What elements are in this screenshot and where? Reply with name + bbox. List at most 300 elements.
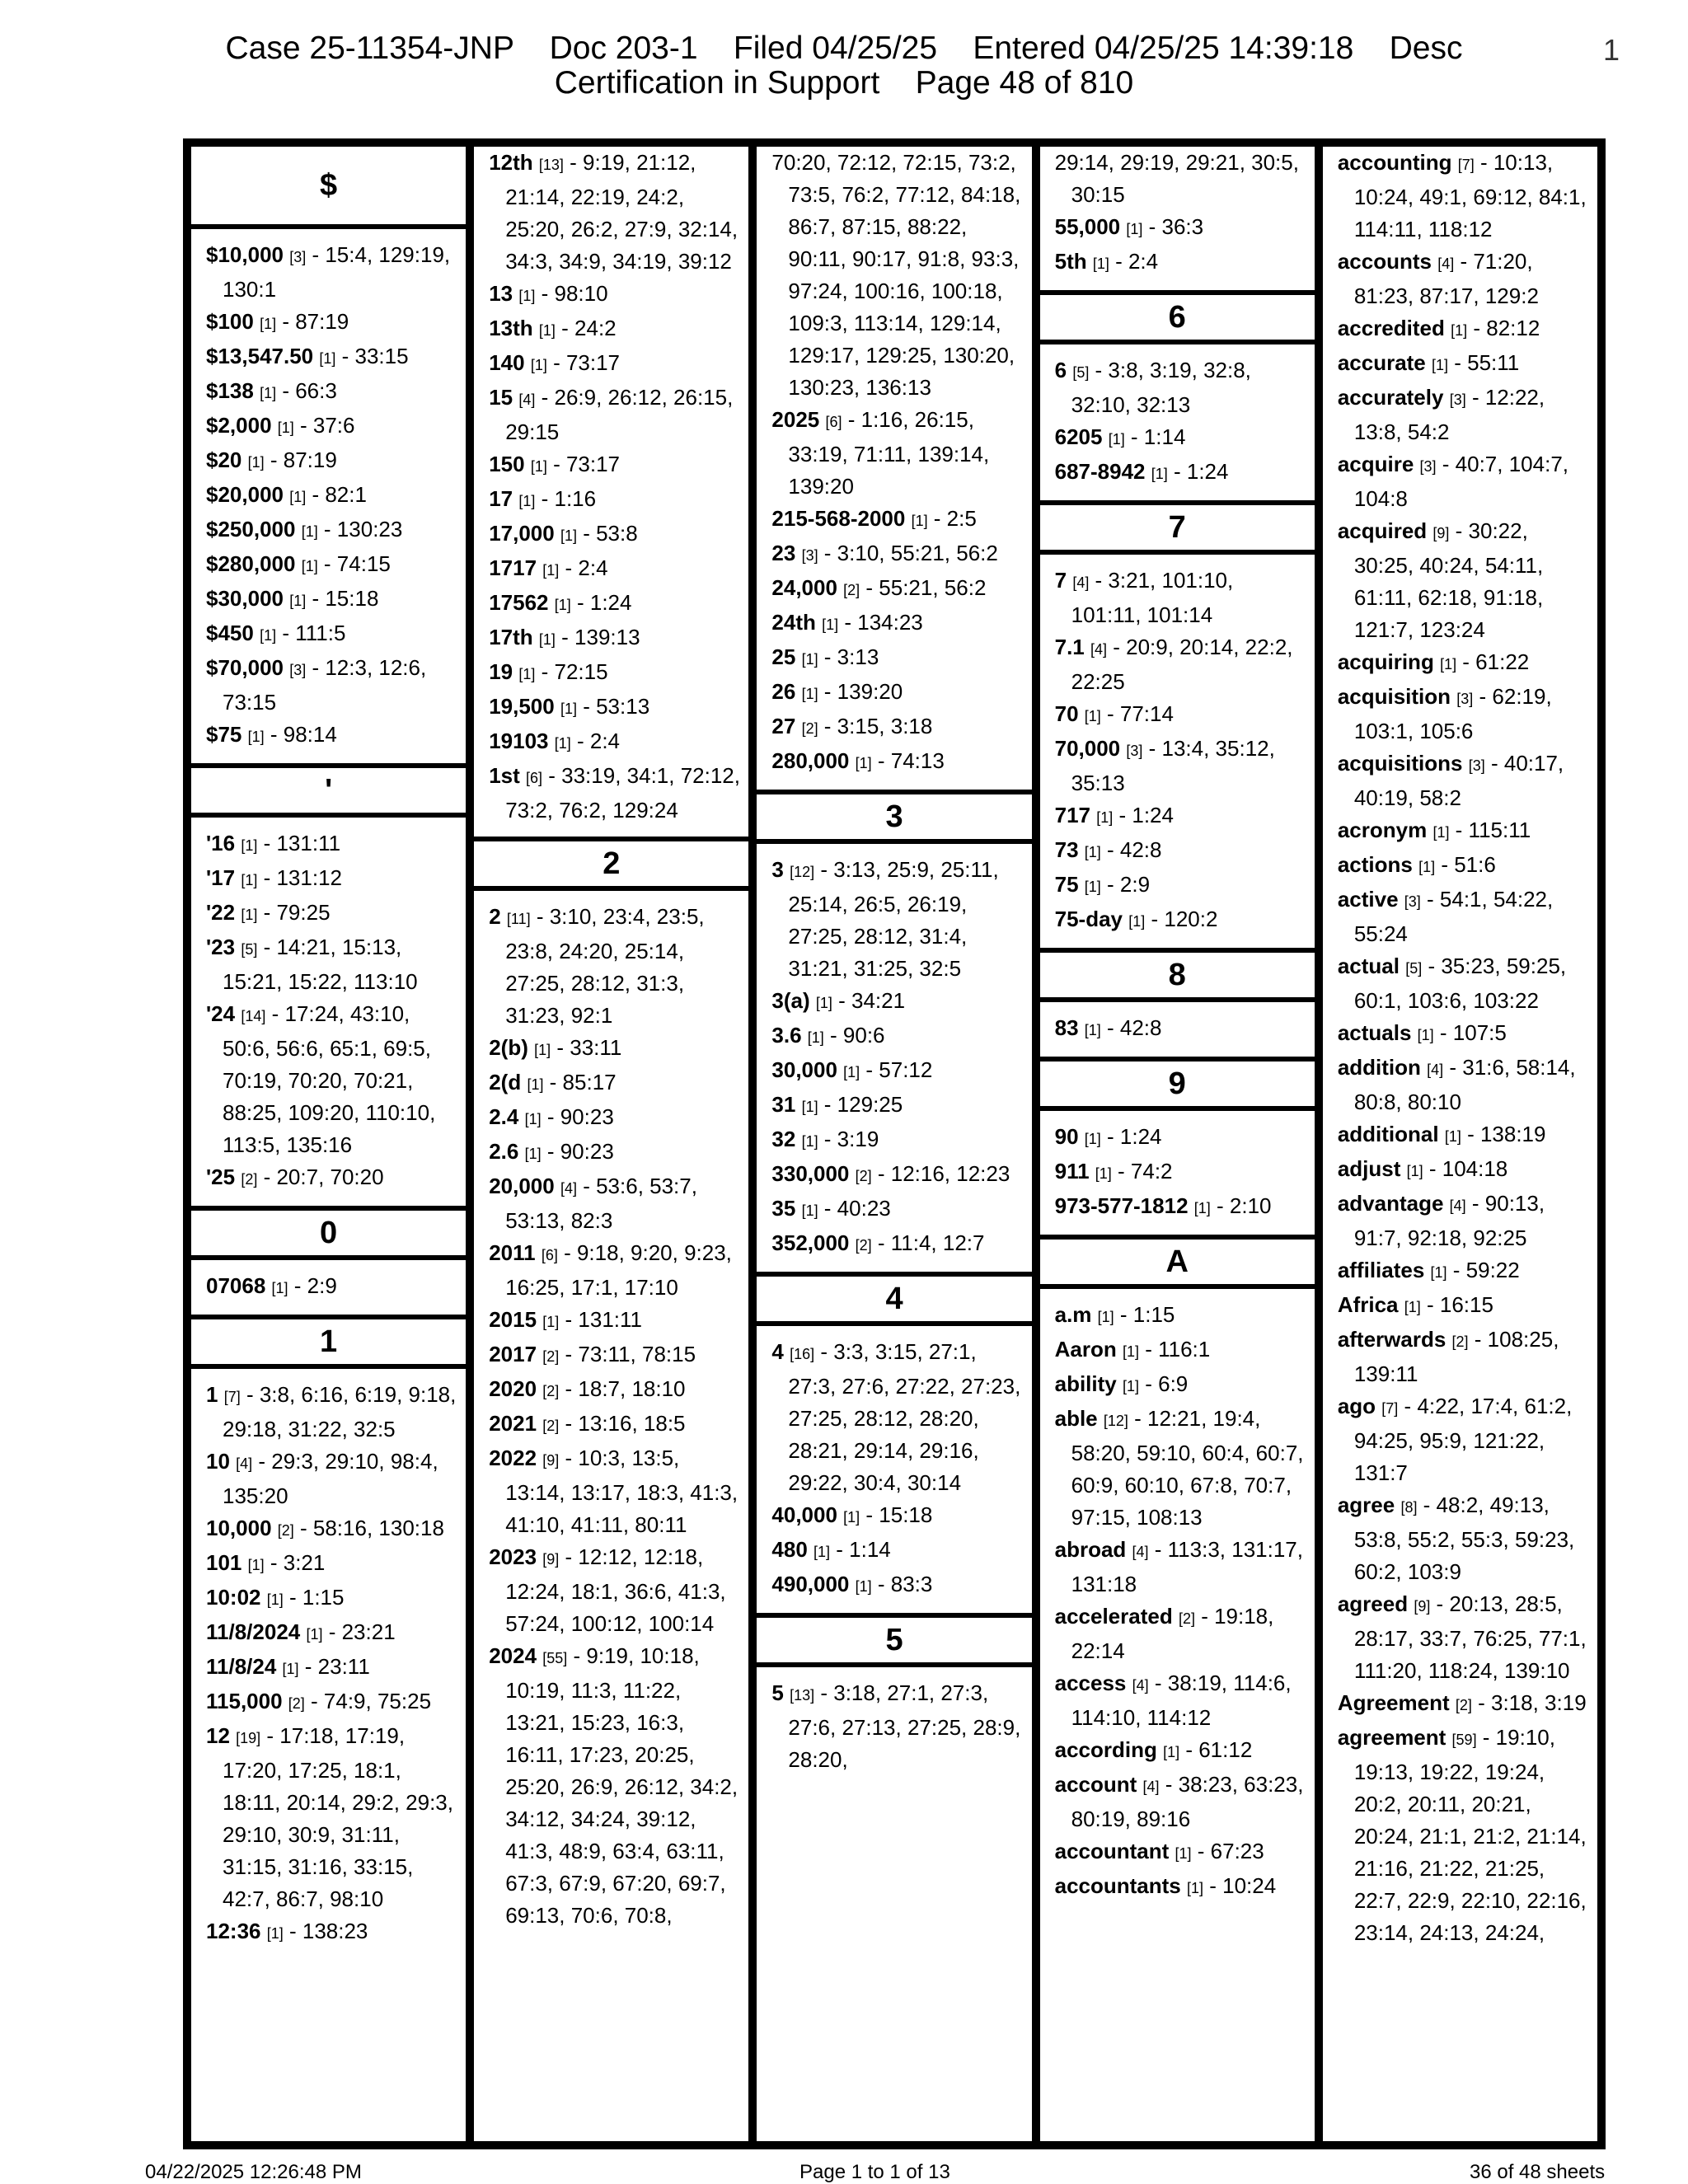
entry-references: - 35:23, 59:25, 60:1, 103:6, 103:22: [1353, 954, 1567, 1013]
entry-references: - 130:23: [317, 517, 403, 541]
entry-references: - 20:7, 70:20: [257, 1165, 384, 1189]
entry-references: - 40:7, 104:7, 104:8: [1353, 452, 1569, 511]
entry-references: - 111:5: [276, 621, 346, 645]
entry-count: [9]: [542, 1452, 560, 1469]
footer-page-range: Page 1 to 1 of 13: [799, 2161, 950, 2183]
index-entry: [1040, 1368, 1315, 1403]
entry-references: - 1:15: [283, 1585, 345, 1610]
index-entry: [191, 1720, 466, 1915]
entry-word: 1st: [489, 763, 520, 788]
entry-word: 150: [489, 452, 525, 476]
index-entry: [1040, 421, 1315, 456]
index-entry: [757, 854, 1031, 985]
index-entry: [474, 1032, 748, 1066]
page-header: [0, 31, 1688, 101]
index-entry: [1040, 631, 1315, 698]
entry-references: - 115:11: [1449, 818, 1531, 842]
entry-word: 10,000: [206, 1516, 272, 1540]
entry-count: [3]: [289, 249, 307, 265]
entry-word: able: [1054, 1406, 1098, 1431]
entry-references: - 10:24: [1203, 1873, 1277, 1898]
entry-word: accredited: [1337, 316, 1445, 340]
index-entry: [1323, 1052, 1597, 1118]
section-letter-header: 3: [757, 790, 1031, 844]
index-entry: [474, 1442, 748, 1541]
entry-count: [1]: [241, 907, 258, 923]
entry-references: - 3:8, 6:16, 6:19, 9:18, 29:18, 31:22, 32:5: [223, 1382, 457, 1441]
entry-references: 70:20, 72:12, 72:15, 73:2, 73:5, 76:2, 77:12, 84:18, 86:7, 87:15, 88:22, 90:11, 90:17, 91:8, 93:3, 97:24, 100:16, 100:18, 109:3, 113:14, 129:14, 129:17, 129:25, 130:20, 130:23, 136:13: [771, 150, 1021, 400]
entry-references: - 2:9: [288, 1273, 337, 1298]
entry-count: [6]: [541, 1247, 558, 1263]
entry-word: abroad: [1054, 1537, 1127, 1562]
entry-word: 6205: [1054, 424, 1103, 449]
entry-references: - 34:21: [832, 988, 906, 1013]
section-letter-header: 2: [474, 837, 748, 891]
entry-count: [1]: [1108, 431, 1125, 448]
index-entry: [191, 444, 466, 479]
entry-count: [1]: [282, 1661, 299, 1677]
index-entry: [474, 1373, 748, 1408]
entry-word: 40,000: [771, 1502, 837, 1527]
index-entry: [474, 448, 748, 483]
index-entry: [474, 278, 748, 312]
entry-word: afterwards: [1337, 1327, 1447, 1352]
entry-word: 10: [206, 1449, 230, 1474]
index-entry: [757, 1054, 1031, 1089]
entry-count: [14]: [241, 1008, 266, 1024]
entry-references: - 1:24: [1100, 1124, 1162, 1149]
entry-count: [1]: [1432, 824, 1450, 841]
entry-word: 12:36: [206, 1919, 261, 1943]
entry-count: [4]: [560, 1180, 577, 1197]
entry-count: [1]: [1175, 1845, 1192, 1862]
entry-references: - 90:23: [541, 1104, 614, 1129]
entry-word: $20: [206, 448, 242, 472]
index-entry: [191, 410, 466, 444]
index-entry: [1323, 1687, 1597, 1722]
index-entry: [474, 147, 748, 278]
section-letter-header: 7: [1040, 500, 1315, 555]
index-entry: [1040, 354, 1315, 421]
entry-count: [5]: [1405, 960, 1423, 977]
entry-word: actions: [1337, 852, 1413, 877]
index-entry: [1323, 1289, 1597, 1324]
entry-references: - 104:18: [1423, 1156, 1508, 1181]
entry-word: 15: [489, 385, 513, 410]
index-entry: [191, 1582, 466, 1616]
entry-references: - 131:11: [559, 1307, 642, 1332]
entry-word: 32: [771, 1127, 796, 1151]
entry-word: acquisitions: [1337, 751, 1463, 776]
entry-word: '25: [206, 1165, 236, 1189]
entry-references: - 15:18: [306, 586, 379, 611]
entry-count: [2]: [1178, 1610, 1195, 1627]
index-entry: [191, 1651, 466, 1685]
index-entry: [474, 347, 748, 382]
index-entry: [474, 312, 748, 347]
entry-count: [5]: [1072, 364, 1090, 381]
entry-word: 2(b): [489, 1035, 528, 1060]
entry-references: - 82:12: [1467, 316, 1540, 340]
entry-references: - 77:14: [1100, 701, 1174, 726]
entry-count: [11]: [506, 911, 531, 927]
entry-word: 30,000: [771, 1057, 837, 1082]
entry-word: '23: [206, 935, 236, 959]
index-entry: [1040, 456, 1315, 490]
entry-references: - 3:21: [264, 1550, 326, 1575]
entry-word: 687-8942: [1054, 459, 1146, 484]
entry-word: 10:02: [206, 1585, 261, 1610]
section-letter-header: 5: [757, 1613, 1031, 1667]
index-entry: [757, 1499, 1031, 1534]
entry-references: - 18:7, 18:10: [559, 1376, 686, 1401]
entry-count: [12]: [1103, 1413, 1128, 1429]
index-entry: [1323, 246, 1597, 312]
index-entry: [1323, 883, 1597, 950]
entry-count: [1]: [289, 489, 307, 505]
entry-references: - 55:11: [1448, 350, 1520, 375]
entry-word: 73: [1054, 837, 1079, 862]
entry-word: $10,000: [206, 242, 284, 267]
index-entry: [1323, 681, 1597, 748]
entry-count: [2]: [542, 1418, 560, 1434]
entry-count: [1]: [1084, 708, 1101, 724]
index-entry: [1323, 1324, 1597, 1390]
entry-count: [1]: [801, 651, 818, 668]
entry-references: - 54:1, 54:22, 55:24: [1353, 887, 1554, 946]
entry-count: [3]: [289, 662, 307, 678]
index-entry: [191, 1270, 466, 1305]
index-entry: [474, 483, 748, 518]
entry-word: acquire: [1337, 452, 1414, 476]
entry-references: - 61:12: [1179, 1737, 1253, 1762]
entry-references: - 3:8, 3:19, 32:8, 32:10, 32:13: [1071, 358, 1251, 417]
entry-count: [3]: [1468, 757, 1485, 774]
entry-word: 7: [1054, 568, 1067, 593]
entry-count: [1]: [524, 1146, 542, 1162]
entry-count: [1]: [241, 837, 258, 854]
entry-references: - 72:15: [535, 659, 608, 684]
entry-count: [2]: [277, 1522, 294, 1539]
entry-references: - 17:18, 17:19, 17:20, 17:25, 18:1, 18:11, 20:14, 29:2, 29:3, 29:10, 30:9, 31:11, 31:15, 31:16, 33:15, 42:7, 86:7, 98:10: [223, 1723, 453, 1911]
entry-references: - 11:4, 12:7: [871, 1230, 985, 1255]
entry-count: [1]: [260, 385, 277, 401]
entry-references: 29:14, 29:19, 29:21, 30:5, 30:15: [1054, 150, 1299, 207]
entry-word: 75-day: [1054, 907, 1123, 931]
entry-references: - 12:21, 19:4, 58:20, 59:10, 60:4, 60:7, 60:9, 60:10, 67:8, 70:7, 97:15, 108:13: [1071, 1406, 1304, 1530]
entry-references: - 1:15: [1114, 1302, 1175, 1327]
index-entry: [1040, 834, 1315, 869]
index-entry: [1323, 1489, 1597, 1588]
entry-word: active: [1337, 887, 1399, 912]
entry-count: [9]: [542, 1551, 560, 1568]
entry-count: [1]: [518, 288, 536, 304]
index-entry: [191, 1547, 466, 1582]
entry-references: - 71:20, 81:23, 87:17, 129:2: [1353, 249, 1539, 308]
case-caption-line: Case 25-11354-JNP Doc 203-1 Filed 04/25/25 Entered 04/25/25 14:39:18 Desc: [225, 30, 1463, 66]
entry-count: [1]: [560, 527, 577, 544]
section-letter-header: $: [191, 147, 466, 229]
entry-references: - 90:23: [541, 1139, 614, 1164]
index-entry: [1040, 1870, 1315, 1905]
entry-count: [7]: [1381, 1400, 1399, 1417]
index-entry: [191, 998, 466, 1161]
entry-word: 27: [771, 714, 796, 738]
entry-references: - 107:5: [1433, 1020, 1507, 1045]
entry-word: 07068: [206, 1273, 266, 1298]
entry-word: according: [1054, 1737, 1157, 1762]
entry-word: 480: [771, 1537, 808, 1562]
index-entry: [474, 1066, 748, 1101]
entry-word: 11/8/24: [206, 1654, 277, 1679]
entry-references: - 12:22, 13:8, 54:2: [1353, 385, 1545, 444]
entry-references: - 9:18, 9:20, 9:23, 16:25, 17:1, 17:10: [505, 1240, 732, 1300]
index-entry: [191, 548, 466, 583]
entry-references: - 13:16, 18:5: [559, 1411, 686, 1436]
entry-word: '17: [206, 865, 236, 890]
entry-references: - 48:2, 49:13, 53:8, 55:2, 55:3, 59:23, 60:2, 103:9: [1353, 1493, 1575, 1584]
entry-count: [1]: [1092, 255, 1109, 272]
entry-count: [2]: [1451, 1333, 1469, 1350]
entry-count: [1]: [1096, 809, 1114, 826]
entry-references: - 87:19: [264, 448, 337, 472]
section-letter-header: ': [191, 763, 466, 818]
index-entry: [757, 745, 1031, 780]
entry-references: - 20:9, 20:14, 22:2, 22:25: [1071, 635, 1293, 694]
entry-count: [1]: [266, 1591, 284, 1608]
entry-word: 24th: [771, 610, 816, 635]
index-entry: [757, 1123, 1031, 1158]
index-entry: [1040, 1190, 1315, 1225]
entry-word: 83: [1054, 1015, 1079, 1040]
entry-references: - 53:13: [576, 694, 650, 719]
entry-word: 5: [771, 1680, 784, 1705]
entry-word: 12: [206, 1723, 230, 1748]
entry-references: - 10:13, 10:24, 49:1, 69:12, 84:1, 114:11, 118:12: [1353, 150, 1587, 241]
entry-word: 101: [206, 1550, 242, 1575]
entry-count: [1]: [855, 755, 872, 771]
index-entry: [1040, 1121, 1315, 1155]
index-entry: [1040, 1333, 1315, 1368]
entry-word: 31: [771, 1092, 796, 1117]
index-entry: [1323, 347, 1597, 382]
entry-references: - 131:11: [257, 831, 341, 855]
index-column: [474, 147, 757, 2141]
index-entry: [191, 897, 466, 931]
index-entry: [1323, 1153, 1597, 1188]
entry-word: 215-568-2000: [771, 506, 906, 531]
entry-count: [1]: [538, 322, 556, 339]
entry-word: actual: [1337, 954, 1400, 978]
entry-references: - 3:21, 101:10, 101:11, 101:14: [1071, 568, 1234, 627]
footer-timestamp: 04/22/2025 12:26:48 PM: [145, 2161, 362, 2183]
entry-count: [1]: [527, 1076, 544, 1093]
entry-count: [1]: [1404, 1299, 1421, 1315]
index-entry: [1040, 1299, 1315, 1333]
entry-count: [1]: [524, 1111, 542, 1127]
index-entry: [1323, 814, 1597, 849]
entry-references: - 73:17: [546, 452, 621, 476]
entry-count: [1]: [247, 454, 265, 471]
entry-count: [1]: [1406, 1163, 1423, 1179]
entry-count: [13]: [790, 1687, 815, 1704]
entry-word: accountants: [1054, 1873, 1181, 1898]
entry-references: - 131:12: [257, 865, 342, 890]
entry-count: [9]: [1414, 1598, 1431, 1615]
entry-references: - 33:11: [551, 1035, 622, 1060]
entry-word: acquired: [1337, 518, 1428, 543]
entry-word: 13th: [489, 316, 533, 340]
index-entry: [757, 985, 1031, 1019]
entry-word: $75: [206, 722, 242, 747]
index-entry: [757, 607, 1031, 641]
entry-word: 19,500: [489, 694, 555, 719]
entry-count: [4]: [1132, 1544, 1149, 1560]
entry-count: [4]: [1142, 1779, 1160, 1795]
entry-references: - 2:4: [1109, 249, 1159, 274]
index-entry: [1323, 312, 1597, 347]
index-entry: [474, 1338, 748, 1373]
entry-word: 6: [1054, 358, 1067, 382]
entry-word: acquiring: [1337, 649, 1434, 674]
index-entry: [757, 676, 1031, 710]
entry-references: - 24:2: [555, 316, 617, 340]
entry-count: [1]: [1095, 1165, 1112, 1182]
index-entry: [1040, 211, 1315, 246]
entry-references: - 3:13, 25:9, 25:11, 25:14, 26:5, 26:19, 27:25, 28:12, 31:4, 31:21, 31:25, 32:5: [788, 857, 999, 981]
entry-references: - 73:17: [546, 350, 621, 375]
entry-count: [1]: [1126, 221, 1143, 237]
index-entry: [1323, 950, 1597, 1017]
entry-word: 2(d: [489, 1070, 522, 1094]
index-entry: [1323, 1390, 1597, 1489]
index-entry: [757, 1089, 1031, 1123]
entry-references: - 73:11, 78:15: [559, 1342, 696, 1366]
entry-count: [1]: [1097, 1309, 1114, 1325]
entry-references: - 98:14: [264, 722, 337, 747]
index-entry: [1040, 1534, 1315, 1601]
index-entry: [1040, 246, 1315, 280]
entry-word: $138: [206, 378, 254, 403]
entry-references: - 61:22: [1456, 649, 1530, 674]
entry-count: [4]: [1072, 574, 1090, 591]
entry-count: [8]: [1400, 1499, 1418, 1516]
entry-references: - 129:25: [818, 1092, 903, 1117]
entry-references: - 51:6: [1435, 852, 1496, 877]
entry-references: - 31:6, 58:14, 80:8, 80:10: [1353, 1055, 1576, 1114]
index-entry: [474, 1541, 748, 1640]
entry-references: - 38:23, 63:23, 80:19, 89:16: [1071, 1772, 1304, 1831]
entry-count: [3]: [1126, 743, 1143, 759]
index-entry: [191, 1915, 466, 1950]
index-entry: [474, 1640, 748, 1932]
entry-word: accurate: [1337, 350, 1426, 375]
index-entry: [757, 404, 1031, 503]
entry-count: [3]: [1419, 458, 1437, 475]
index-entry: [1323, 1254, 1597, 1289]
index-entry: [474, 1408, 748, 1442]
index-entry: [191, 375, 466, 410]
entry-count: [1]: [822, 616, 839, 633]
entry-references: - 74:9, 75:25: [304, 1689, 432, 1713]
entry-references: - 58:16, 130:18: [293, 1516, 444, 1540]
index-entry: [474, 382, 748, 448]
entry-references: - 138:23: [283, 1919, 368, 1943]
entry-references: - 40:23: [818, 1196, 891, 1221]
entry-references: - 53:6, 53:7, 53:13, 82:3: [505, 1174, 697, 1233]
entry-count: [1]: [542, 562, 560, 579]
entry-references: - 15:4, 129:19, 130:1: [223, 242, 451, 302]
entry-word: 23: [771, 541, 796, 565]
index-entry: [1323, 1722, 1597, 1949]
entry-count: [1]: [801, 1202, 818, 1219]
entry-count: [1]: [815, 995, 832, 1011]
entry-count: [1]: [301, 558, 318, 574]
index-entry: [474, 901, 748, 1032]
entry-word: accountant: [1054, 1839, 1170, 1863]
entry-word: 70: [1054, 701, 1079, 726]
entry-references: - 23:21: [322, 1619, 396, 1644]
entry-references: - 2:4: [570, 729, 621, 753]
entry-word: Africa: [1337, 1292, 1399, 1317]
entry-word: acquisition: [1337, 684, 1451, 709]
entry-count: [1]: [530, 357, 547, 373]
entry-count: [1]: [1122, 1378, 1139, 1394]
entry-word: 280,000: [771, 748, 850, 773]
entry-word: 17th: [489, 625, 533, 649]
entry-count: [9]: [1432, 525, 1450, 541]
index-entry: [1323, 1017, 1597, 1052]
entry-references: - 108:25, 139:11: [1353, 1327, 1559, 1386]
index-entry: [757, 1227, 1031, 1262]
entry-word: $100: [206, 309, 254, 334]
entry-references: - 53:8: [576, 521, 638, 546]
entry-word: $70,000: [206, 655, 284, 680]
entry-word: 140: [489, 350, 525, 375]
index-entry: [1040, 1734, 1315, 1769]
index-entry: [474, 1101, 748, 1136]
entry-references: - 1:24: [1113, 803, 1174, 827]
index-entry: [1323, 448, 1597, 515]
index-entry: [191, 1616, 466, 1651]
index-entry: [191, 1446, 466, 1512]
entry-word: a.m: [1054, 1302, 1092, 1327]
index-column: [191, 147, 474, 2141]
index-entry: [757, 1158, 1031, 1193]
entry-word: accelerated: [1054, 1604, 1173, 1629]
entry-references: - 2:5: [927, 506, 977, 531]
entry-count: [59]: [1451, 1732, 1477, 1748]
entry-word: 115,000: [206, 1689, 283, 1713]
entry-references: - 1:16: [535, 486, 597, 511]
entry-count: [1]: [260, 316, 277, 332]
index-entry: [191, 239, 466, 306]
index-entry: [1323, 147, 1597, 246]
index-entry: [1040, 698, 1315, 733]
entry-references: - 57:12: [860, 1057, 933, 1082]
entry-word: agreement: [1337, 1725, 1447, 1750]
entry-count: [1]: [1151, 466, 1168, 482]
entry-references: - 90:6: [823, 1023, 885, 1047]
index-entry: [757, 572, 1031, 607]
index-entry: [1323, 1188, 1597, 1254]
entry-count: [16]: [790, 1346, 815, 1362]
entry-count: [1]: [266, 1925, 284, 1942]
index-entry: [191, 1685, 466, 1720]
entry-count: [2]: [855, 1237, 872, 1254]
entry-count: [1]: [518, 493, 536, 509]
index-entry: [1323, 1118, 1597, 1153]
